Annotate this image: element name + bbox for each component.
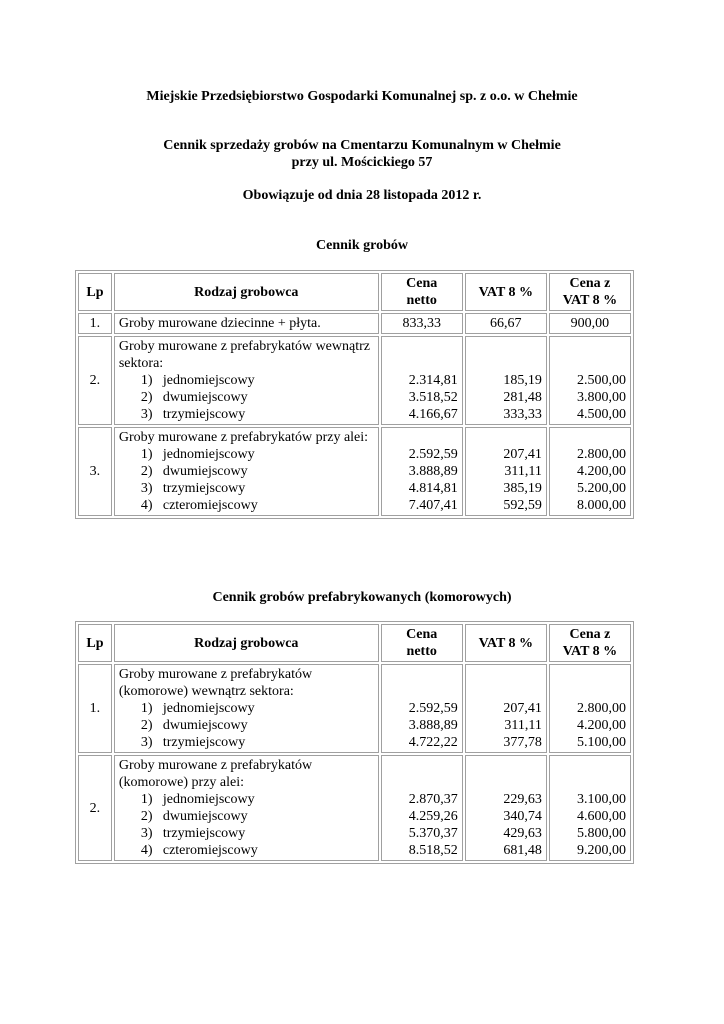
net-price-cell: [381, 336, 463, 425]
grave-variant-item: [141, 791, 374, 808]
grave-type-title: Groby murowane dziecinne + płyta.: [118, 316, 321, 331]
table-row: [78, 664, 631, 753]
vat-value: 207,41: [503, 447, 542, 462]
net-value: 4.722,22: [408, 735, 458, 750]
grave-type-cell: [114, 313, 379, 334]
net-value: 2.870,37: [408, 792, 458, 807]
grave-variant-item: [141, 446, 374, 463]
vat-value: 377,78: [503, 735, 542, 750]
grave-variant-item: [141, 480, 374, 497]
variant-number: 4): [140, 498, 153, 513]
vat-price-cell: [465, 313, 547, 334]
grave-type-cell: [114, 427, 379, 516]
net-value: 3.888,89: [408, 464, 458, 479]
grave-type-title: Groby murowane z prefabrykatów wewnątrz sektora:: [118, 339, 370, 371]
vat-value: 340,74: [503, 809, 542, 824]
grave-variant-list: [119, 700, 374, 751]
document-title-line2: przy ul. Mościckiego 57: [291, 155, 433, 170]
variant-number: 1): [140, 373, 153, 388]
variant-label: dwumiejscowy: [162, 718, 248, 733]
vat-value: 311,11: [504, 464, 542, 479]
vat-value: 207,41: [503, 701, 542, 716]
row-lp: 3.: [78, 427, 112, 516]
variant-number: 2): [140, 718, 153, 733]
gross-value: 2.500,00: [577, 373, 626, 388]
price-table-graves: [75, 270, 634, 519]
table-header-row: [78, 273, 631, 311]
header-vat: VAT 8 %: [465, 624, 547, 662]
vat-value: 229,63: [503, 792, 542, 807]
header-gross: Cena z VAT 8 %: [549, 624, 631, 662]
document-title-line1: Cennik sprzedaży grobów na Cmentarzu Komunalnym w Chełmie: [163, 138, 561, 153]
variant-label: czteromiejscowy: [162, 843, 258, 858]
net-price-cell: [381, 427, 463, 516]
vat-price-cell: [465, 427, 547, 516]
table-row: [78, 336, 631, 425]
variant-label: dwumiejscowy: [162, 464, 248, 479]
gross-value: 5.800,00: [577, 826, 626, 841]
gross-value: 9.200,00: [577, 843, 626, 858]
grave-variant-item: [141, 717, 374, 734]
gross-value: 8.000,00: [577, 498, 626, 513]
variant-label: dwumiejscowy: [162, 809, 248, 824]
variant-number: 1): [140, 792, 153, 807]
vat-value: 185,19: [503, 373, 542, 388]
variant-label: jednomiejscowy: [162, 447, 255, 462]
header-lp: Lp: [78, 624, 112, 662]
vat-value: 281,48: [503, 390, 542, 405]
grave-variant-item: [141, 808, 374, 825]
grave-type-cell: [114, 336, 379, 425]
variant-label: jednomiejscowy: [162, 792, 255, 807]
gross-value: 4.200,00: [577, 464, 626, 479]
grave-variant-list: [119, 446, 374, 514]
variant-label: trzymiejscowy: [162, 826, 246, 841]
row-lp: 1.: [78, 313, 112, 334]
gross-price-cell: [549, 427, 631, 516]
gross-price-cell: [549, 664, 631, 753]
grave-type-title: Groby murowane z prefabrykatów (komorowe) wewnątrz sektora:: [118, 667, 313, 699]
vat-value: 429,63: [503, 826, 542, 841]
header-lp: Lp: [78, 273, 112, 311]
section1-title: Cennik grobów: [316, 238, 408, 253]
row-lp: 1.: [78, 664, 112, 753]
grave-variant-item: [141, 825, 374, 842]
header-type: Rodzaj grobowca: [114, 273, 379, 311]
variant-number: 4): [140, 843, 153, 858]
grave-variant-item: [141, 463, 374, 480]
variant-label: jednomiejscowy: [162, 373, 255, 388]
gross-price-cell: [549, 336, 631, 425]
net-value: 4.166,67: [408, 407, 458, 422]
company-name: Miejskie Przedsiębiorstwo Gospodarki Komunalnej sp. z o.o. w Chełmie: [146, 89, 578, 104]
variant-number: 1): [140, 701, 153, 716]
variant-number: 3): [140, 826, 153, 841]
variant-number: 2): [140, 390, 153, 405]
grave-variant-item: [141, 372, 374, 389]
net-price-cell: [381, 755, 463, 861]
gross-price-cell: [549, 755, 631, 861]
table-row: [78, 313, 631, 334]
net-value: 3.518,52: [408, 390, 458, 405]
grave-variant-item: [141, 842, 374, 859]
header-gross: Cena z VAT 8 %: [549, 273, 631, 311]
net-value: 7.407,41: [408, 498, 458, 513]
grave-variant-item: [141, 406, 374, 423]
variant-number: 3): [140, 735, 153, 750]
variant-label: dwumiejscowy: [162, 390, 248, 405]
vat-value: 66,67: [490, 316, 522, 331]
gross-value: 5.100,00: [577, 735, 626, 750]
vat-value: 333,33: [503, 407, 542, 422]
table-row: [78, 755, 631, 861]
section2-title: Cennik grobów prefabrykowanych (komorowych): [212, 590, 512, 605]
net-price-cell: [381, 664, 463, 753]
variant-number: 3): [140, 481, 153, 496]
variant-label: jednomiejscowy: [162, 701, 255, 716]
gross-value: 4.600,00: [577, 809, 626, 824]
net-value: 8.518,52: [408, 843, 458, 858]
header-net: Cena netto: [381, 624, 463, 662]
variant-number: 2): [140, 464, 153, 479]
grave-variant-item: [141, 734, 374, 751]
net-value: 5.370,37: [408, 826, 458, 841]
grave-type-cell: [114, 755, 379, 861]
gross-price-cell: [549, 313, 631, 334]
grave-variant-item: [141, 497, 374, 514]
net-value: 2.592,59: [408, 701, 458, 716]
table-header-row: [78, 624, 631, 662]
grave-variant-list: [119, 372, 374, 423]
net-value: 2.592,59: [408, 447, 458, 462]
variant-label: trzymiejscowy: [162, 735, 246, 750]
variant-label: czteromiejscowy: [162, 498, 258, 513]
table-row: [78, 427, 631, 516]
effective-date: Obowiązuje od dnia 28 listopada 2012 r.: [242, 188, 482, 203]
variant-number: 2): [140, 809, 153, 824]
price-table-prefab-graves: [75, 621, 634, 864]
grave-variant-item: [141, 389, 374, 406]
gross-value: 4.200,00: [577, 718, 626, 733]
vat-value: 592,59: [503, 498, 542, 513]
net-value: 833,33: [402, 316, 441, 331]
net-price-cell: [381, 313, 463, 334]
vat-price-cell: [465, 664, 547, 753]
net-value: 3.888,89: [408, 718, 458, 733]
grave-variant-list: [119, 791, 374, 859]
net-value: 4.259,26: [408, 809, 458, 824]
gross-value: 2.800,00: [577, 447, 626, 462]
row-lp: 2.: [78, 755, 112, 861]
row-lp: 2.: [78, 336, 112, 425]
gross-value: 2.800,00: [577, 701, 626, 716]
gross-value: 5.200,00: [577, 481, 626, 496]
gross-value: 4.500,00: [577, 407, 626, 422]
gross-value: 900,00: [570, 316, 610, 331]
variant-label: trzymiejscowy: [162, 407, 246, 422]
grave-type-cell: [114, 664, 379, 753]
vat-value: 385,19: [503, 481, 542, 496]
gross-value: 3.100,00: [577, 792, 626, 807]
header-type: Rodzaj grobowca: [114, 624, 379, 662]
net-value: 2.314,81: [408, 373, 458, 388]
grave-type-title: Groby murowane z prefabrykatów przy alei:: [118, 430, 369, 445]
variant-number: 1): [140, 447, 153, 462]
vat-value: 681,48: [503, 843, 542, 858]
variant-number: 3): [140, 407, 153, 422]
grave-variant-item: [141, 700, 374, 717]
header-net: Cena netto: [381, 273, 463, 311]
vat-price-cell: [465, 336, 547, 425]
vat-price-cell: [465, 755, 547, 861]
variant-label: trzymiejscowy: [162, 481, 246, 496]
header-vat: VAT 8 %: [465, 273, 547, 311]
vat-value: 311,11: [504, 718, 542, 733]
net-value: 4.814,81: [408, 481, 458, 496]
grave-type-title: Groby murowane z prefabrykatów (komorowe) przy alei:: [118, 758, 313, 790]
gross-value: 3.800,00: [577, 390, 626, 405]
